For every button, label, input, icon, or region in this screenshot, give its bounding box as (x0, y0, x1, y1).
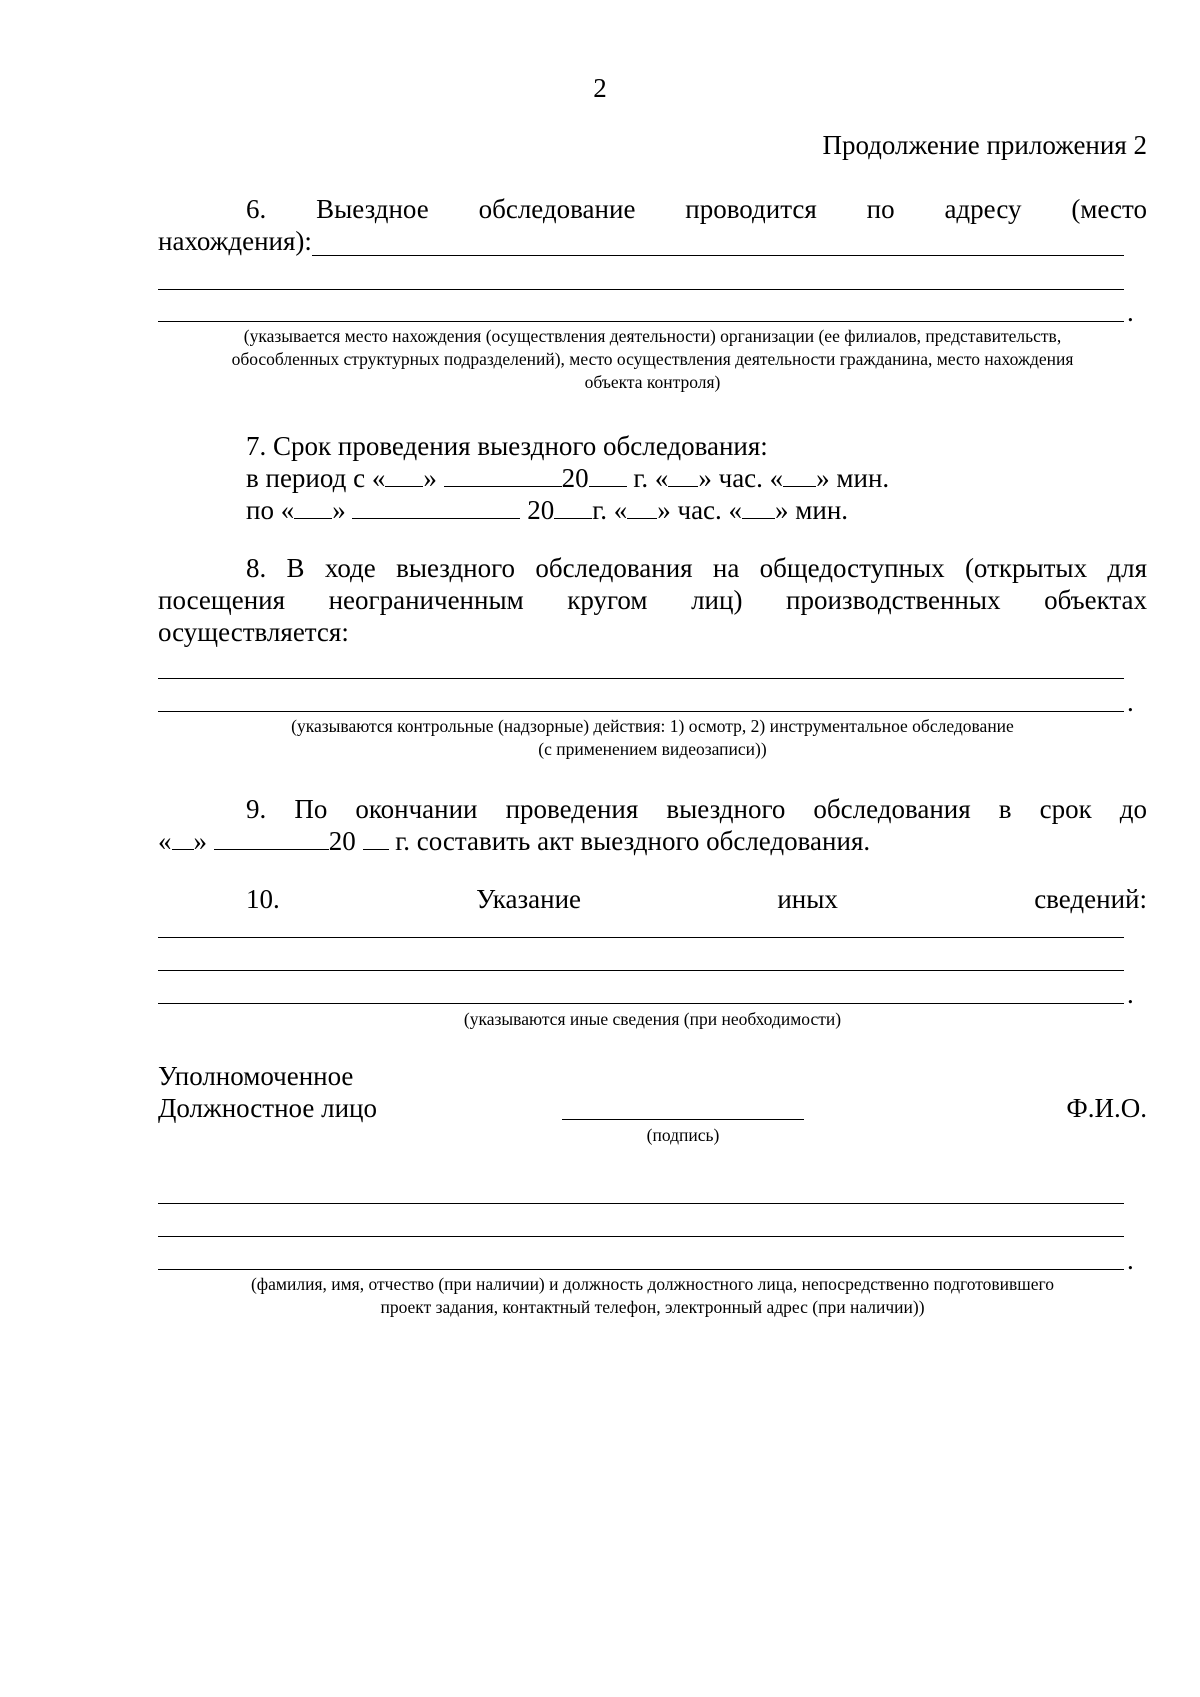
item7-from-row: в период с « » 20 г. « » час. « » мин. (246, 463, 890, 493)
item7-to-row: по « » 20 г. « » час. « » мин. (246, 495, 849, 525)
item6-caption-line: (указывается место нахождения (осуществления деятельности) организации (ее филиалов, представительств, (243, 326, 1062, 346)
item10-word: иных (777, 884, 838, 914)
item8-actions-field[interactable] (158, 678, 1124, 679)
item7-from-prefix: в период с « (246, 463, 386, 493)
item10-word: сведений: (1034, 884, 1147, 914)
preparer-field[interactable] (158, 1269, 1124, 1270)
start-year-field[interactable] (589, 462, 627, 487)
item9-line1: 9. По окончании проведения выездного обследования в срок до (246, 794, 1147, 824)
item6-caption-line: объекта контроля) (584, 372, 721, 392)
end-year-field[interactable] (554, 494, 592, 519)
item10-word: Указание (476, 884, 582, 914)
item6-caption-line: обособленных структурных подразделений), место осуществления деятельности гражданина, место нахождения (231, 349, 1074, 369)
item6-period: . (1127, 297, 1134, 327)
start-day-field[interactable] (385, 462, 423, 487)
item10-period: . (1127, 979, 1134, 1009)
item8-caption-line: (с применением видеозаписи)) (538, 739, 767, 759)
preparer-caption-line: (фамилия, имя, отчество (при наличии) и должность должностного лица, непосредственно подготовившего (250, 1274, 1055, 1294)
item8-period: . (1127, 687, 1134, 717)
item6-address-field[interactable] (158, 321, 1124, 322)
signature-field[interactable] (562, 1119, 804, 1120)
preparer-period: . (1127, 1245, 1134, 1275)
appendix-title: Продолжение приложения 2 (822, 130, 1147, 160)
item10-number: 10. (246, 884, 280, 914)
item10-other-field[interactable] (158, 937, 1124, 938)
end-month-field[interactable] (352, 494, 520, 519)
signature-caption: (подпись) (646, 1125, 720, 1145)
item8-line1: 8. В ходе выездного обследования на общедоступных (открытых для (246, 553, 1147, 583)
item6-address-label: нахождения): (158, 226, 312, 256)
item8-line2: посещения неограниченным кругом лиц) производственных объектах (158, 585, 1147, 615)
item10-other-field[interactable] (158, 1003, 1124, 1004)
preparer-field[interactable] (158, 1236, 1124, 1237)
item6-number: 6. (246, 194, 267, 224)
item6-line1 (158, 193, 1147, 226)
act-month-field[interactable] (214, 825, 329, 850)
item6-word: Выездное (316, 194, 429, 224)
end-hour-field[interactable] (627, 494, 657, 519)
item8-actions-field[interactable] (158, 711, 1124, 712)
item9-line2: « » 20 г. составить акт выездного обследования. (158, 826, 871, 856)
item6-word: адресу (944, 194, 1022, 224)
page-number: 2 (593, 73, 607, 103)
start-hour-field[interactable] (668, 462, 698, 487)
item6-word: по (866, 194, 895, 224)
signatory-title-line1: Уполномоченное (158, 1061, 354, 1091)
act-year-field[interactable] (363, 825, 389, 850)
item6-word: (место (1071, 194, 1147, 224)
item7-to-prefix: по « (246, 495, 295, 525)
item6-word: обследование (478, 194, 636, 224)
item6-address-field[interactable] (312, 255, 1124, 256)
item6-word: проводится (685, 194, 817, 224)
preparer-field[interactable] (158, 1203, 1124, 1204)
start-month-field[interactable] (444, 462, 562, 487)
preparer-caption-line: проект задания, контактный телефон, электронный адрес (при наличии)) (380, 1297, 925, 1317)
start-minute-field[interactable] (783, 462, 816, 487)
item8-line3: осуществляется: (158, 617, 349, 647)
item7-title: 7. Срок проведения выездного обследования: (246, 431, 768, 461)
signatory-fio: Ф.И.О. (1066, 1093, 1147, 1123)
signatory-title-line2: Должностное лицо (158, 1093, 377, 1123)
act-day-field[interactable] (172, 825, 194, 850)
item6-address-field[interactable] (158, 289, 1124, 290)
item10-line1 (158, 883, 1147, 916)
end-day-field[interactable] (294, 494, 332, 519)
end-minute-field[interactable] (742, 494, 775, 519)
item10-caption: (указываются иные сведения (при необходимости) (463, 1009, 842, 1029)
item8-caption-line: (указываются контрольные (надзорные) действия: 1) осмотр, 2) инструментальное обследование (291, 716, 1014, 736)
item10-other-field[interactable] (158, 970, 1124, 971)
